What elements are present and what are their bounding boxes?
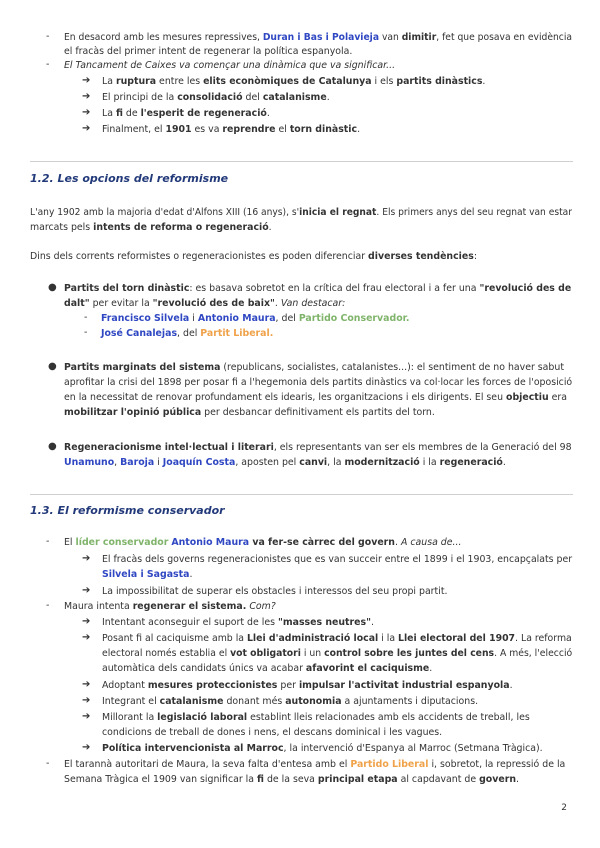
list-line: Silvela i Sagasta. [102, 569, 193, 580]
list-line: Integrant el catalanisme donant més autonomia a ajuntaments i diputacions. [102, 696, 479, 707]
bullet-icon: ● [48, 361, 57, 372]
list-line: El tarannà autoritari de Maura, la seva falta d'entesa amb el Partido Liberal i, sobretot, la repressió de la [64, 759, 566, 770]
arrow-right-icon: ➔ [82, 553, 91, 564]
list-line: automàtica dels candidats únics va acabar afavorint el caciquisme. [102, 663, 433, 674]
arrow-right-icon: ➔ [82, 711, 91, 722]
arrow-right-icon: ➔ [82, 91, 91, 102]
arrow-right-icon: ➔ [82, 107, 91, 118]
section-title-1-2: 1.2. Les opcions del reformisme [30, 172, 229, 185]
list-line: El fracàs dels governs regeneracionistes que es van succeir entre el 1899 i el 1903, encapçalats per [102, 554, 573, 565]
bullet-line: mobilitzar l'opinió pública per desbancar definitivament els partits del torn. [64, 407, 435, 418]
sub-item: José Canalejas, del Partit Liberal. [101, 328, 274, 339]
list-line: electoral només establia el vot obligatori i un control sobre les juntes del cens. A més, l'elecció [102, 648, 573, 659]
bullet-line: Unamuno, Baroja i Joaquín Costa, aposten pel canvi, la modernització i la regeneració. [64, 457, 506, 468]
dash-marker: - [46, 600, 50, 611]
paragraph-line: L'any 1902 amb la majoria d'edat d'Alfons XIII (16 anys), s'inicia el regnat. Els primers anys del seu regnat van estar [30, 207, 572, 218]
paragraph-line: marcats pels intents de reforma o regeneració. [30, 222, 272, 233]
bullet-line: Partits del torn dinàstic: es basava sobretot en la crítica del frau electoral i a fer una "revolució des de [64, 283, 572, 294]
intro-line-2: el fracàs del primer intent de regenerar la política espanyola. [64, 46, 353, 57]
section-divider [30, 494, 573, 495]
bullet-line: dalt" per evitar la "revolució des de baix". Van destacar: [64, 298, 346, 309]
dash-marker: - [46, 536, 50, 547]
list-line: Maura intenta regenerar el sistema. Com? [64, 601, 276, 612]
list-line: Política intervencionista al Marroc, la intervenció d'Espanya al Marroc (Setmana Tràgica). [102, 743, 543, 754]
page-number: 2 [561, 803, 567, 813]
dash-marker: - [46, 59, 50, 70]
list-line: Adoptant mesures proteccionistes per impulsar l'activitat industrial espanyola. [102, 680, 513, 691]
arrow-right-icon: ➔ [82, 679, 91, 690]
arrow-right-icon: ➔ [82, 742, 91, 753]
bullet-line: Partits marginats del sistema (republicans, socialistes, catalanistes...): el sentiment de no haver sabut [64, 362, 565, 373]
dash-marker: - [46, 31, 50, 42]
list-line: Intentant aconseguir el suport de les "masses neutres". [102, 617, 374, 628]
list-line: Posant fi al caciquisme amb la Llei d'administració local i la Llei electoral del 1907. La reforma [102, 633, 572, 644]
intro-arrow-4: Finalment, el 1901 es va reprendre el torn dinàstic. [102, 124, 361, 135]
arrow-right-icon: ➔ [82, 585, 91, 596]
section-title-1-3: 1.3. El reformisme conservador [30, 504, 225, 517]
arrow-right-icon: ➔ [82, 695, 91, 706]
bullet-line: en la necessitat de renovar profundament els idearis, les organitzacions i els dirigents. El seu objectiu era [64, 392, 568, 403]
arrow-right-icon: ➔ [82, 632, 91, 643]
list-line: Millorant la legislació laboral establint lleis relacionades amb els accidents de treball, les [102, 712, 530, 723]
list-line: El líder conservador Antonio Maura va fer-se càrrec del govern. A causa de... [64, 537, 462, 548]
bullet-line: Regeneracionisme intel·lectual i literari, els representants van ser els membres de la Generació del 98 [64, 442, 572, 453]
dash-marker: - [46, 758, 50, 769]
paragraph-line: Dins dels corrents reformistes o regeneracionistes es poden diferenciar diverses tendències: [30, 251, 477, 262]
list-line: La impossibilitat de superar els obstacles i interessos del seu propi partit. [102, 586, 448, 597]
intro-arrow-2: El principi de la consolidació del catalanisme. [102, 92, 330, 103]
dash-marker: - [84, 327, 88, 338]
bullet-icon: ● [48, 441, 57, 452]
intro-arrow-1: La ruptura entre les elits econòmiques de Catalunya i els partits dinàstics. [102, 76, 486, 87]
intro-arrow-3: La fi de l'esperit de regeneració. [102, 108, 270, 119]
bullet-icon: ● [48, 282, 57, 293]
list-line: condicions de treball de dones i nens, el descans dominical i les vagues. [102, 727, 443, 738]
bullet-line: aprofitar la crisi del 1898 per posar fi a l'hegemonia dels partits dinàstics va col·locar les forces de l'oposició [64, 377, 573, 388]
dash-marker: - [84, 312, 88, 323]
intro-line-3: El Tancament de Caixes va començar una dinàmica que va significar... [64, 60, 396, 71]
intro-line-1: En desacord amb les mesures repressives, Duran i Bas i Polavieja van dimitir, fet que posava en evidència [64, 32, 573, 43]
arrow-right-icon: ➔ [82, 123, 91, 134]
section-divider [30, 161, 573, 162]
arrow-right-icon: ➔ [82, 75, 91, 86]
arrow-right-icon: ➔ [82, 616, 91, 627]
sub-item: Francisco Silvela i Antonio Maura, del Partido Conservador. [101, 313, 410, 324]
list-line: Semana Tràgica el 1909 van significar la fi de la seva principal etapa al capdavant de govern. [64, 774, 519, 785]
